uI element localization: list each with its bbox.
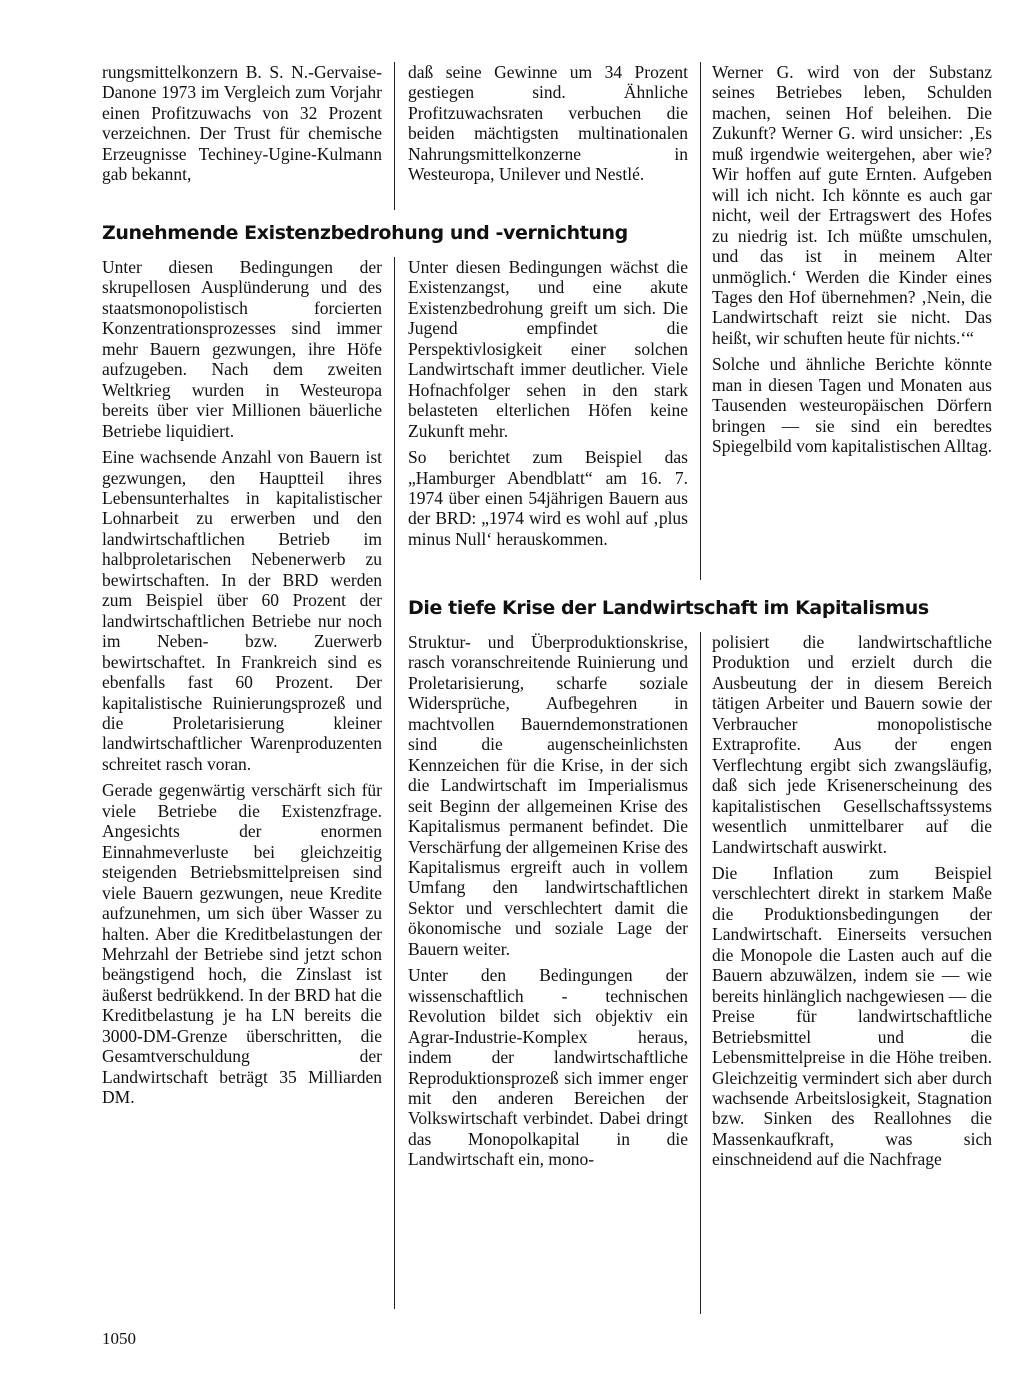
column-divider xyxy=(394,257,395,1309)
top-column-1 xyxy=(102,62,382,185)
paragraph: So berichtet zum Beispiel das „Hamburger Abendblatt“ am 16. 7. 1974 über einen 54jährigen Bauern aus der BRD: „1974 wird es wohl auf ‚plus minus Null‘ herauskommen. xyxy=(408,447,688,549)
paragraph: Die Inflation zum Beispiel verschlechtert direkt in starkem Maße die Produktionsbedingungen der Landwirtschaft. Einerseits versuchen die Monopole die Lasten auch auf die Bauern abzuwälzen, indem sie — wie bereits hinlänglich nachgewiesen — die Preise für landwirtschaftliche Betriebsmittel und die Lebensmittelpreise in die Höhe treiben. Gleichzeitig vermindert sich aber durch wachsende Arbeitslosigkeit, Stagnation bzw. Sinken des Reallohnes die Massenkaufkraft, was sich einschneidend auf die Nachfrage xyxy=(712,862,992,1170)
section2-column-2 xyxy=(408,632,688,1170)
paragraph: Solche und ähnliche Berichte könnte man in diesen Tagen und Monaten aus Tausenden westeuropäischen Dörfern bringen — sie sind ein beredtes Spiegelbild vom kapitalistischen Alltag. xyxy=(712,354,992,457)
paragraph: daß seine Gewinne um 34 Prozent gestiegen sind. Ähnliche Profitzuwachsraten verbuchen die beiden mächtigsten multinationalen Nahrungsmittelkonzerne in Westeuropa, Unilever und Nestlé. xyxy=(408,62,688,185)
column-divider xyxy=(700,62,701,580)
paragraph: Unter diesen Bedingungen wächst die Existenzangst, und eine akute Existenzbedrohung greift um sich. Die Jugend empfindet die Perspektivlosigkeit einer solchen Landwirtschaft immer deutlicher. Viele Hofnachfolger sehen in den stark belasteten elterlichen Höfen keine Zukunft mehr. xyxy=(408,257,688,441)
top-column-2 xyxy=(408,62,688,185)
paragraph: polisiert die landwirtschaftliche Produktion und erzielt durch die Ausbeutung der in diesem Bereich tätigen Arbeiter und Bauern sowie der Verbraucher monopolistische Extraprofite. Aus der engen Verflechtung ergibt sich zwangsläufig, daß sich jede Krisenerscheinung des kapitalistischen Gesellschaftssystems wesentlich unmittelbarer auf die Landwirtschaft auswirkt. xyxy=(712,632,992,857)
paragraph: Eine wachsende Anzahl von Bauern ist gezwungen, den Hauptteil ihres Lebensunterhaltes in kapitalistischer Lohnarbeit zu erwerben und den landwirtschaftlichen Betrieb im halbproletarischen Nebenerwerb zu bewirtschaften. In der BRD werden zum Beispiel über 60 Prozent der landwirtschaftlichen Betriebe nur noch im Neben- bzw. Zuerwerb bewirtschaftet. In Frankreich sind es ebenfalls fast 60 Prozent. Der kapitalistische Ruinierungsprozeß und die Proletarisierung kleiner landwirtschaftlicher Warenproduzenten schreitet rasch voran. xyxy=(102,447,382,774)
column-3-top xyxy=(712,62,992,457)
paragraph: rungsmittelkonzern B. S. N.-Gervaise-Danone 1973 im Vergleich zum Vorjahr einen Profitzuwachs von 32 Prozent verzeichnen. Der Trust für chemische Erzeugnisse Techiney-Ugine-Kulmann gab bekannt, xyxy=(102,62,382,185)
section-heading-krise: Die tiefe Krise der Landwirtschaft im Kapitalismus xyxy=(408,597,929,619)
paragraph: Werner G. wird von der Substanz seines Betriebes leben, Schulden machen, seinen Hof beleihen. Die Zukunft? Werner G. wird unsicher: ‚Es muß irgendwie weitergehen, aber wie? Wir hoffen auf gute Ernten. Aufgeben will ich nicht. Ich könnte es auch gar nicht, weil der Ertragswert des Hofes zu niedrig ist. Ich müßte umschulen, und das ist in meinem Alter unmöglich.‘ Werden die Kinder eines Tages den Hof übernehmen? ‚Nein, die Landwirtschaft reizt sie nicht. Das heißt, wir schuften heute für nichts.‘“ xyxy=(712,62,992,348)
paragraph: Unter diesen Bedingungen der skrupellosen Ausplünderung und des staatsmonopolistisch forcierten Konzentrationsprozesses sind immer mehr Bauern gezwungen, ihre Höfe aufzugeben. Nach dem zweiten Weltkrieg wurden in Westeuropa bereits über vier Millionen bäuerliche Betriebe liquidiert. xyxy=(102,257,382,441)
paragraph: Struktur- und Überproduktionskrise, rasch voranschreitende Ruinierung und Proletarisierung, scharfe soziale Widersprüche, Aufbegehren in machtvollen Bauerndemonstrationen sind die augenscheinlichsten Kennzeichen für die Krise, in der sich die Landwirtschaft im Imperialismus seit Beginn der allgemeinen Krise des Kapitalismus permanent befindet. Die Verschärfung der allgemeinen Krise des Kapitalismus ergreift auch in vollem Umfang den landwirtschaftlichen Sektor und verschlechtert damit die ökonomische und soziale Lage der Bauern weiter. xyxy=(408,632,688,959)
page-number: 1050 xyxy=(102,1329,136,1348)
section1-column-1 xyxy=(102,257,382,1108)
column-divider xyxy=(394,62,395,210)
section2-column-3 xyxy=(712,632,992,1170)
section1-column-2 xyxy=(408,257,688,549)
paragraph: Gerade gegenwärtig verschärft sich für viele Betriebe die Existenzfrage. Angesichts der enormen Einnahmeverluste bei gleichzeitig steigenden Betriebsmittelpreisen sind viele Bauern gezwungen, neue Kredite aufzunehmen, um sich über Wasser zu halten. Aber die Kreditbelastungen der Mehrzahl der Betriebe sind jetzt schon beängstigend hoch, die Zinslast ist äußerst bedrükkend. In der BRD hat die Kreditbelastung je ha LN bereits die 3000-DM-Grenze überschritten, die Gesamtverschuldung der Landwirtschaft beträgt 35 Milliarden DM. xyxy=(102,780,382,1108)
paragraph: Unter den Bedingungen der wissenschaftlich - technischen Revolution bildet sich objektiv ein Agrar-Industrie-Komplex heraus, indem der landwirtschaftliche Reproduktionsprozeß sich immer enger mit den anderen Bereichen der Volkswirtschaft verbindet. Dabei dringt das Monopolkapital in die Landwirtschaft ein, mono- xyxy=(408,965,688,1170)
column-divider xyxy=(700,632,701,1314)
section-heading-existenzbedrohung: Zunehmende Existenzbedrohung und -vernichtung xyxy=(102,222,628,244)
